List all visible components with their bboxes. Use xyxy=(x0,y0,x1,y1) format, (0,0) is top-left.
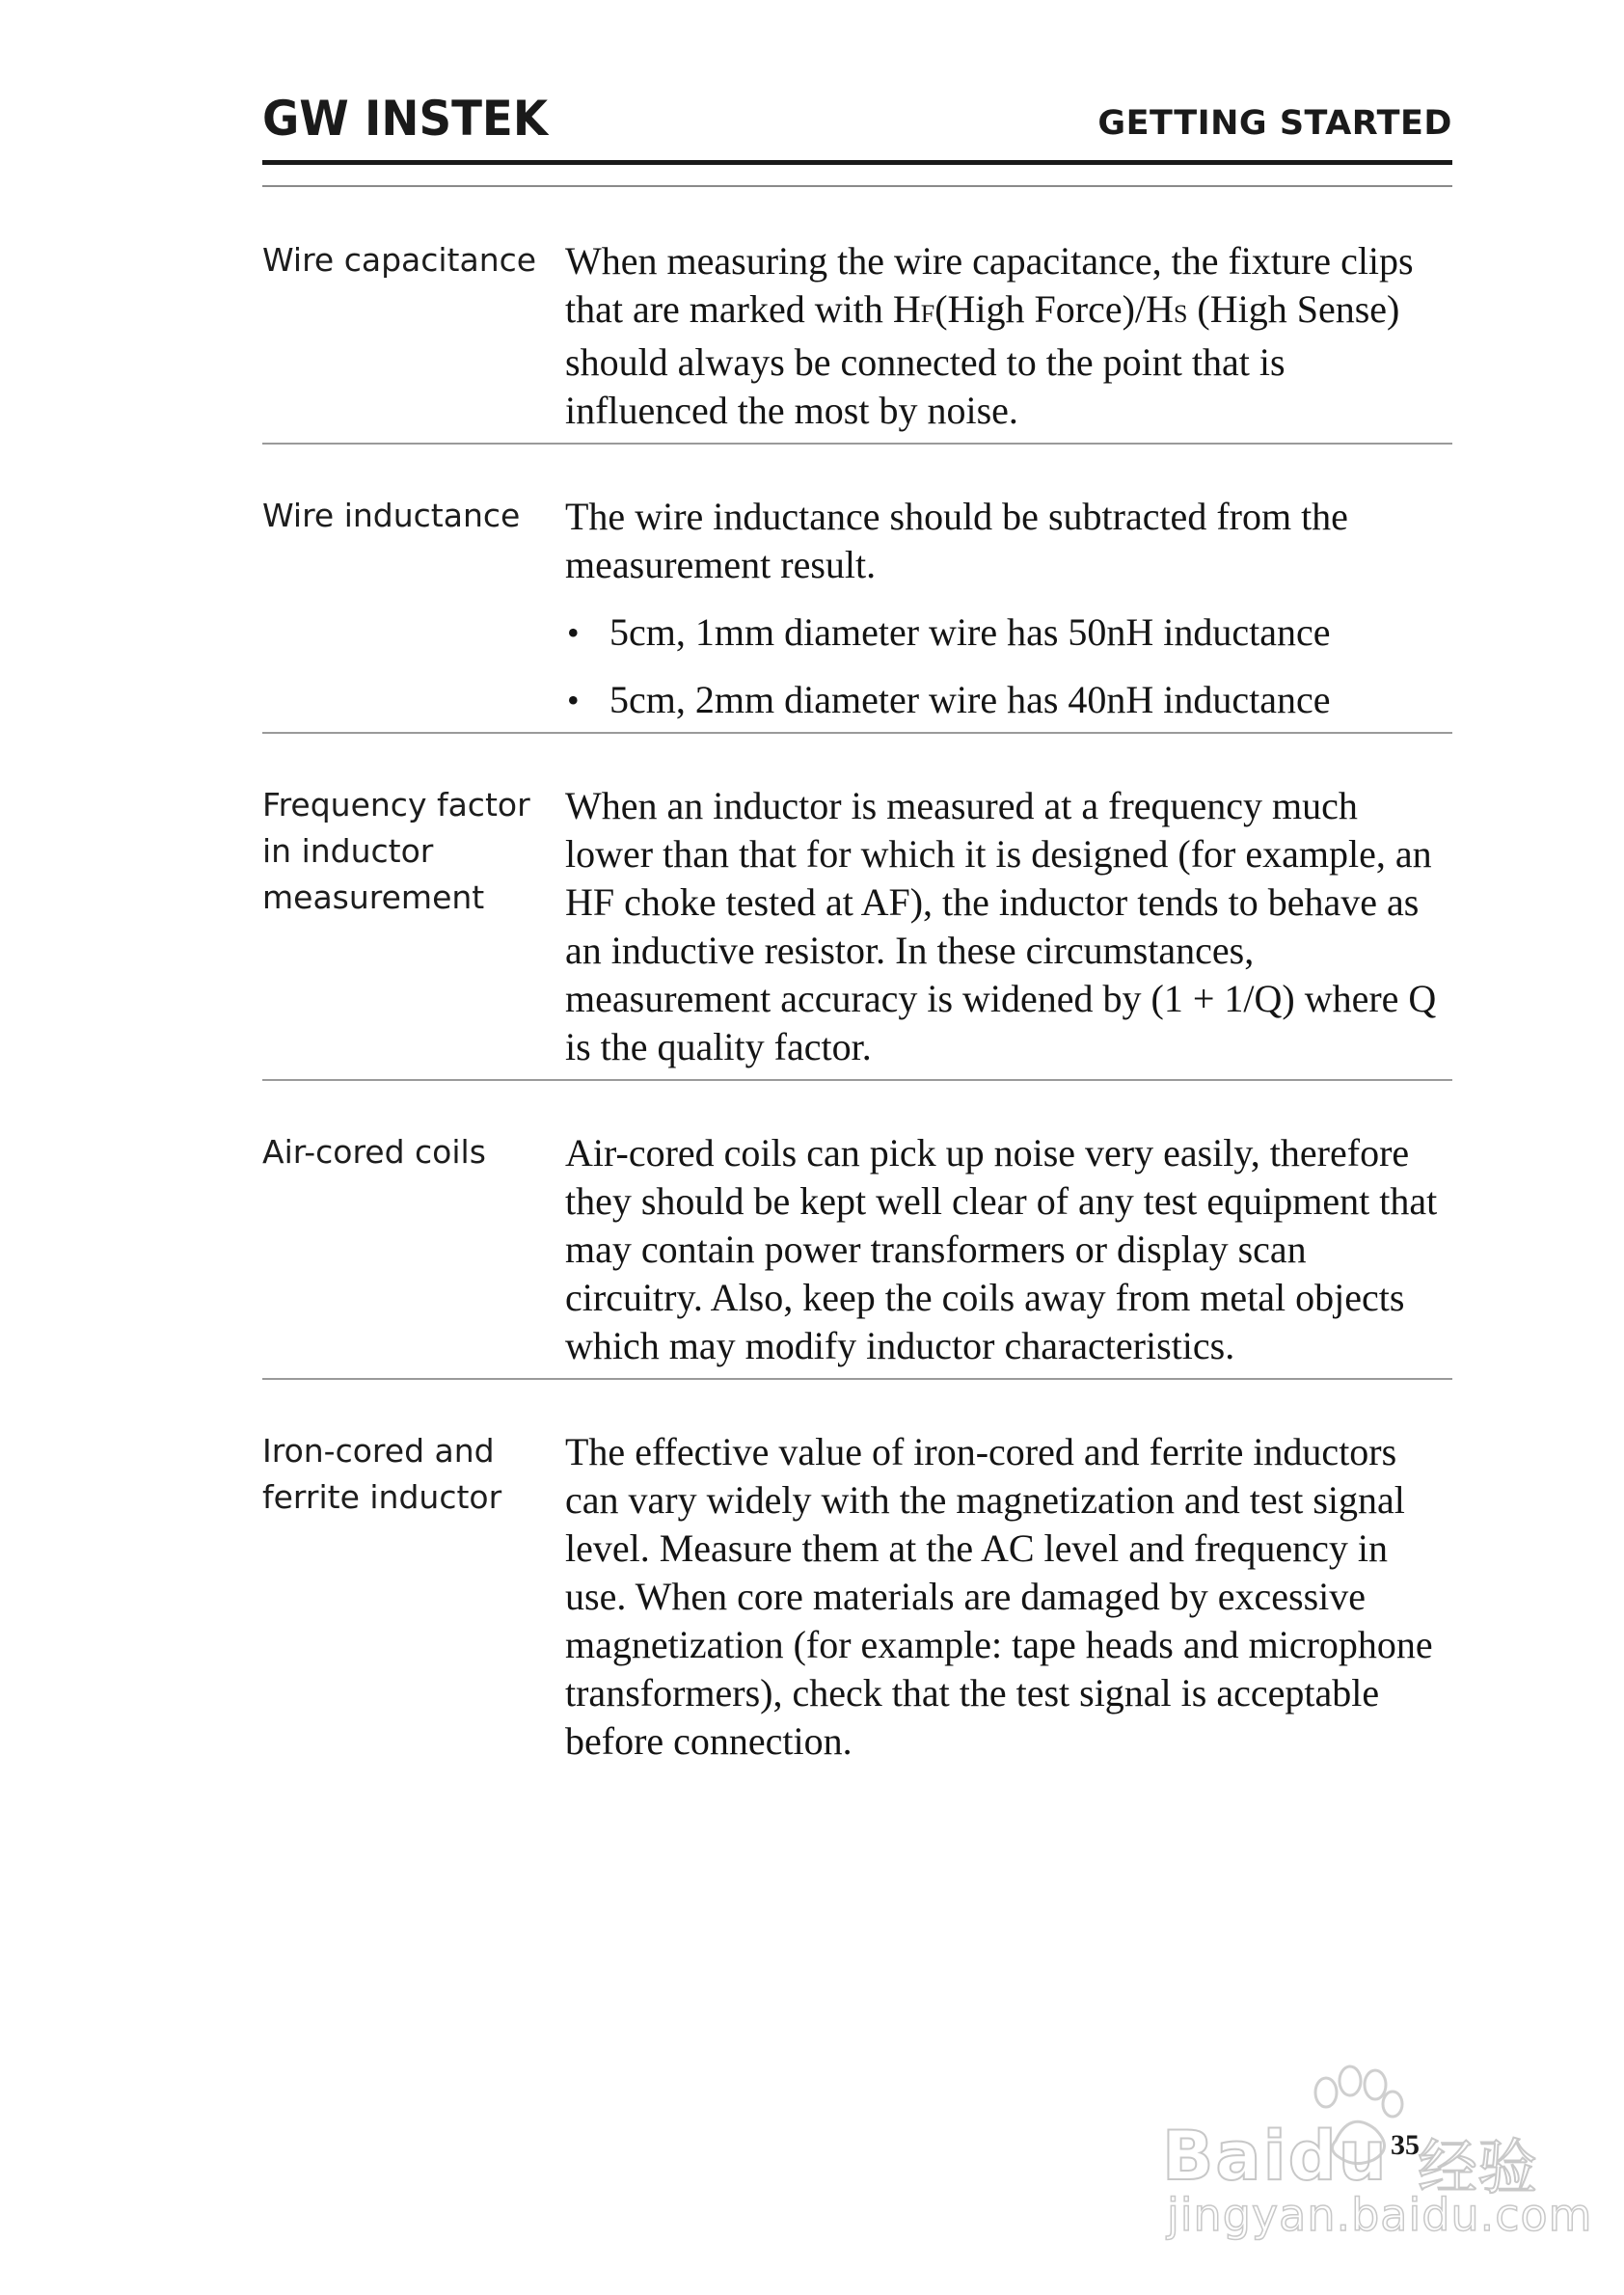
desc-text: The wire inductance should be subtracted from the measurement result. xyxy=(565,495,1348,586)
term-description xyxy=(565,237,1452,435)
bullet-list xyxy=(565,608,1452,724)
entry-wire-inductance xyxy=(262,445,1452,734)
paw-icon xyxy=(1157,2054,1562,2247)
desc-text: The effective value of iron-cored and ferrite inductors can vary widely with the magnetization and test signal level. Measure them at the AC level and frequency in use. When core materials are damaged by excessive magnetization (for example: tape heads and microphone transformers), check that the test signal is acceptable before connection. xyxy=(565,1430,1433,1763)
section-title: GETTING STARTED xyxy=(1097,104,1452,143)
brand-logo-text: GW INSTEK xyxy=(262,93,551,143)
gw-instek-logo xyxy=(262,93,552,143)
entry-iron-cored xyxy=(262,1380,1452,1773)
term-label: Wire capacitance xyxy=(262,241,537,279)
term-description xyxy=(565,1129,1452,1370)
term-label: Frequency factor in inductor measurement xyxy=(262,786,530,916)
desc-text: Air-cored coils can pick up noise very easily, therefore they should be kept well clear of any test equipment that may contain power transformers or display scan circuitry. Also, keep the coils away from metal objects which may modify inductor characteristics. xyxy=(565,1131,1438,1367)
header-rule-thick xyxy=(262,160,1452,165)
watermark-cn: 经验 xyxy=(1418,2132,1538,2202)
definition-table xyxy=(262,189,1452,1773)
header-rule-thin xyxy=(262,185,1452,187)
desc-text: (High Force)/H xyxy=(934,287,1174,331)
term-description xyxy=(565,1428,1452,1766)
desc-text: When an inductor is measured at a frequency much lower than that for which it is designed (for example, an HF choke tested at AF), the inductor tends to behave as an inductive resistor. In these circumstances, measurement accuracy is widened by (1 + 1/Q) where Q is the quality factor. xyxy=(565,784,1437,1068)
bullet-item: • 5cm, 1mm diameter wire has 50nH inductance xyxy=(565,608,1452,657)
watermark-url: jingyan.baidu.com xyxy=(1167,2189,1593,2241)
entry-air-cored-coils xyxy=(262,1081,1452,1380)
entry-wire-capacitance xyxy=(262,189,1452,445)
subscript-s: S xyxy=(1173,300,1188,328)
page-header xyxy=(262,93,1452,150)
watermark-brand: Baidu xyxy=(1162,2117,1389,2196)
desc-text: When measuring the wire capacitance, the fixture clips that are marked with H xyxy=(565,239,1414,331)
term-label: Wire inductance xyxy=(262,497,521,534)
page-number: 35 xyxy=(1391,2129,1420,2161)
term-description xyxy=(565,493,1452,724)
term-label: Iron-cored and ferrite inductor xyxy=(262,1432,502,1516)
desc-text: (High Sense) should always be connected to the point that is influenced the most by noise. xyxy=(565,287,1400,432)
entry-frequency-factor xyxy=(262,734,1452,1081)
term-label: Air-cored coils xyxy=(262,1133,486,1171)
term-description xyxy=(565,782,1452,1071)
bullet-item: • 5cm, 2mm diameter wire has 40nH inductance xyxy=(565,676,1452,724)
subscript-f: F xyxy=(920,300,935,328)
